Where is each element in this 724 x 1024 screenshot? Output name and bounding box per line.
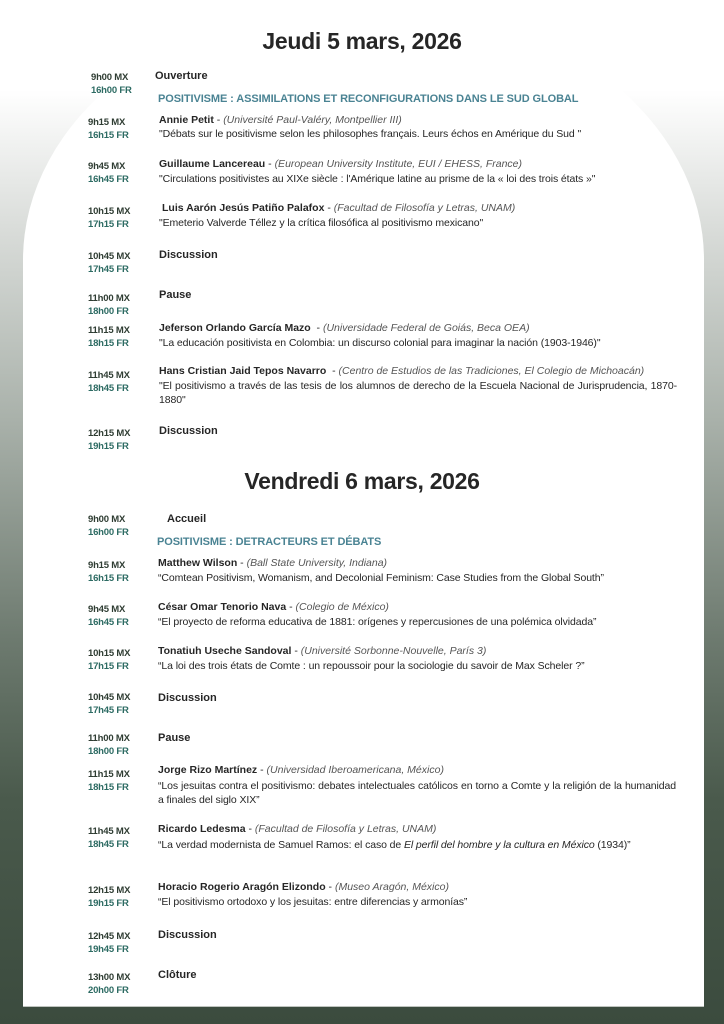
time-fr: 16h00 FR xyxy=(91,85,132,96)
time-mx: 10h15 MX xyxy=(88,648,131,659)
talk-title-suffix: (1934)” xyxy=(594,839,631,851)
time-mx: 11h45 MX xyxy=(88,370,130,381)
speaker-affiliation: (Facultad de Filosofía y Letras, UNAM) xyxy=(333,202,516,214)
speaker-affiliation: (Université Sorbonne-Nouvelle, París 3) xyxy=(300,645,487,657)
time-fr: 16h00 FR xyxy=(88,527,129,538)
talk-title: “El proyecto de reforma educativa de 1881: orígenes y repercusiones de una polémica olvidada” xyxy=(158,616,597,628)
talk-title: "Emeterio Valverde Téllez y la crítica filosófica al positivismo mexicano" xyxy=(159,217,484,229)
talk-title: "La educación positivista en Colombia: un discurso colonial para imaginar la nación (1903-1946)" xyxy=(159,337,601,349)
day-title-vendredi: Vendredi 6 mars, 2026 xyxy=(244,468,480,494)
speaker-name: César Omar Tenorio Nava xyxy=(158,601,287,613)
time-mx: 10h15 MX xyxy=(88,206,131,217)
speaker-name: Matthew Wilson xyxy=(158,557,238,569)
talk-title-italic: El perfil del hombre y la cultura en México xyxy=(403,839,595,851)
time-mx: 11h15 MX xyxy=(88,769,130,780)
speaker-line: Horacio Rogerio Aragón Elizondo - (Museo Aragón, México) xyxy=(158,881,449,893)
session-label: Discussion xyxy=(158,692,217,704)
time-mx: 9h00 MX xyxy=(91,72,129,83)
time-fr: 16h45 FR xyxy=(88,617,129,628)
session-label: Ouverture xyxy=(155,70,208,82)
speaker-affiliation: (European University Institute, EUI / EHESS, France) xyxy=(274,158,522,170)
session-label: Discussion xyxy=(159,249,218,261)
program-panel xyxy=(23,0,704,1007)
time-mx: 11h15 MX xyxy=(88,325,130,336)
speaker-affiliation: (Ball State University, Indiana) xyxy=(246,557,388,569)
speaker-name: Guillaume Lancereau xyxy=(159,158,266,170)
speaker-affiliation: (Universidad Iberoamericana, México) xyxy=(266,764,444,776)
speaker-affiliation: (Colegio de México) xyxy=(295,601,389,613)
time-mx: 10h45 MX xyxy=(88,251,131,262)
speaker-line: Ricardo Ledesma - (Facultad de Filosofía y Letras, UNAM) xyxy=(158,823,437,835)
session-label: Accueil xyxy=(167,513,207,525)
speaker-affiliation: (Facultad de Filosofía y Letras, UNAM) xyxy=(254,823,437,835)
speaker-affiliation: (Universidade Federal de Goiás, Beca OEA) xyxy=(322,322,530,334)
speaker-name: Jorge Rizo Martínez xyxy=(158,764,258,776)
time-fr: 20h00 FR xyxy=(88,985,129,996)
time-fr: 16h45 FR xyxy=(88,174,129,185)
time-fr: 18h15 FR xyxy=(88,782,129,793)
speaker-line: César Omar Tenorio Nava - (Colegio de México) xyxy=(158,601,389,613)
time-mx: 9h15 MX xyxy=(88,117,126,128)
speaker-line: Luis Aarón Jesús Patiño Palafox - (Facultad de Filosofía y Letras, UNAM) xyxy=(162,202,516,214)
time-fr: 17h15 FR xyxy=(88,661,129,672)
talk-title-prefix: “La verdad modernista de Samuel Ramos: el caso de xyxy=(158,839,404,851)
session-label: Pause xyxy=(159,289,192,301)
time-fr: 17h45 FR xyxy=(88,264,129,275)
speaker-name: Hans Cristian Jaid Tepos Navarro xyxy=(159,365,327,377)
speaker-name: Ricardo Ledesma xyxy=(158,823,246,835)
speaker-line: Tonatiuh Useche Sandoval - (Université Sorbonne-Nouvelle, París 3) xyxy=(158,645,487,657)
time-fr: 19h15 FR xyxy=(88,898,129,909)
time-mx: 12h15 MX xyxy=(88,885,131,896)
time-fr: 17h45 FR xyxy=(88,705,129,716)
time-fr: 19h15 FR xyxy=(88,441,129,452)
time-fr: 18h45 FR xyxy=(88,383,129,394)
time-fr: 18h15 FR xyxy=(88,338,129,349)
time-mx: 10h45 MX xyxy=(88,692,131,703)
speaker-affiliation: (Museo Aragón, México) xyxy=(334,881,449,893)
speaker-affiliation: (Centro de Estudios de las Tradiciones, El Colegio de Michoacán) xyxy=(338,365,645,377)
time-mx: 13h00 MX xyxy=(88,972,131,983)
speaker-line: Annie Petit - (Université Paul-Valéry, Montpellier III) xyxy=(159,114,402,126)
time-mx: 9h45 MX xyxy=(88,161,126,172)
speaker-name: Annie Petit xyxy=(159,114,214,126)
talk-title: "Circulations positivistes au XIXe siècle : l'Amérique latine au prisme de la « loi des trois états »" xyxy=(159,173,596,185)
time-fr: 18h00 FR xyxy=(88,306,129,317)
session-label: Pause xyxy=(158,732,191,744)
speaker-name: Jeferson Orlando García Mazo xyxy=(159,322,311,334)
speaker-name: Horacio Rogerio Aragón Elizondo xyxy=(158,881,326,893)
talk-title: “Comtean Positivism, Womanism, and Decolonial Feminism: Case Studies from the Global South” xyxy=(158,572,604,584)
time-fr: 18h00 FR xyxy=(88,746,129,757)
time-fr: 18h45 FR xyxy=(88,839,129,850)
talk-title: “La loi des trois états de Comte : un repoussoir pour la sociologie du savoir de Max Scheler ?” xyxy=(158,660,585,672)
session-label: Discussion xyxy=(159,425,218,437)
speaker-name: Tonatiuh Useche Sandoval xyxy=(158,645,292,657)
section-heading: POSITIVISME : ASSIMILATIONS ET RECONFIGURATIONS DANS LE SUD GLOBAL xyxy=(158,93,579,105)
speaker-line: Hans Cristian Jaid Tepos Navarro - (Centro de Estudios de las Tradiciones, El Colegio de Michoacán) xyxy=(159,365,645,377)
talk-title: "Débats sur le positivisme selon les philosophes français. Leurs échos en Amérique du Sud " xyxy=(159,128,582,140)
time-mx: 12h15 MX xyxy=(88,428,131,439)
session-label: Discussion xyxy=(158,929,217,941)
speaker-line: Jorge Rizo Martínez - (Universidad Iberoamericana, México) xyxy=(158,764,444,776)
time-fr: 16h15 FR xyxy=(88,573,129,584)
speaker-line: Matthew Wilson - (Ball State University, Indiana) xyxy=(158,557,388,569)
time-mx: 11h45 MX xyxy=(88,826,130,837)
session-label: Clôture xyxy=(158,969,197,981)
talk-title: “Los jesuitas contra el positivismo: debates intelectuales católicos en torno a Comte y la religión de la humanidad a finales del siglo XIX” xyxy=(158,780,676,806)
section-heading: POSITIVISME : DETRACTEURS ET DÉBATS xyxy=(157,536,382,548)
time-mx: 11h00 MX xyxy=(88,293,130,304)
speaker-line: Guillaume Lancereau - (European University Institute, EUI / EHESS, France) xyxy=(159,158,522,170)
speaker-line: Jeferson Orlando García Mazo - (Universidade Federal de Goiás, Beca OEA) xyxy=(159,322,530,334)
talk-title: “El positivismo ortodoxo y los jesuitas: entre diferencias y armonías” xyxy=(158,896,468,908)
talk-title xyxy=(158,838,676,852)
day-title-jeudi: Jeudi 5 mars, 2026 xyxy=(262,28,462,54)
time-fr: 19h45 FR xyxy=(88,944,129,955)
time-mx: 11h00 MX xyxy=(88,733,130,744)
time-fr: 17h15 FR xyxy=(88,219,129,230)
speaker-affiliation: (Université Paul-Valéry, Montpellier III) xyxy=(223,114,402,126)
time-fr: 16h15 FR xyxy=(88,130,129,141)
time-mx: 9h45 MX xyxy=(88,604,126,615)
time-mx: 12h45 MX xyxy=(88,931,131,942)
talk-title: "El positivismo a través de las tesis de los alumnos de derecho de la Escuela Nacional de Jurisprudencia, 1870-1880" xyxy=(159,380,677,406)
time-mx: 9h00 MX xyxy=(88,514,126,525)
time-mx: 9h15 MX xyxy=(88,560,126,571)
speaker-name: Luis Aarón Jesús Patiño Palafox xyxy=(162,202,325,214)
